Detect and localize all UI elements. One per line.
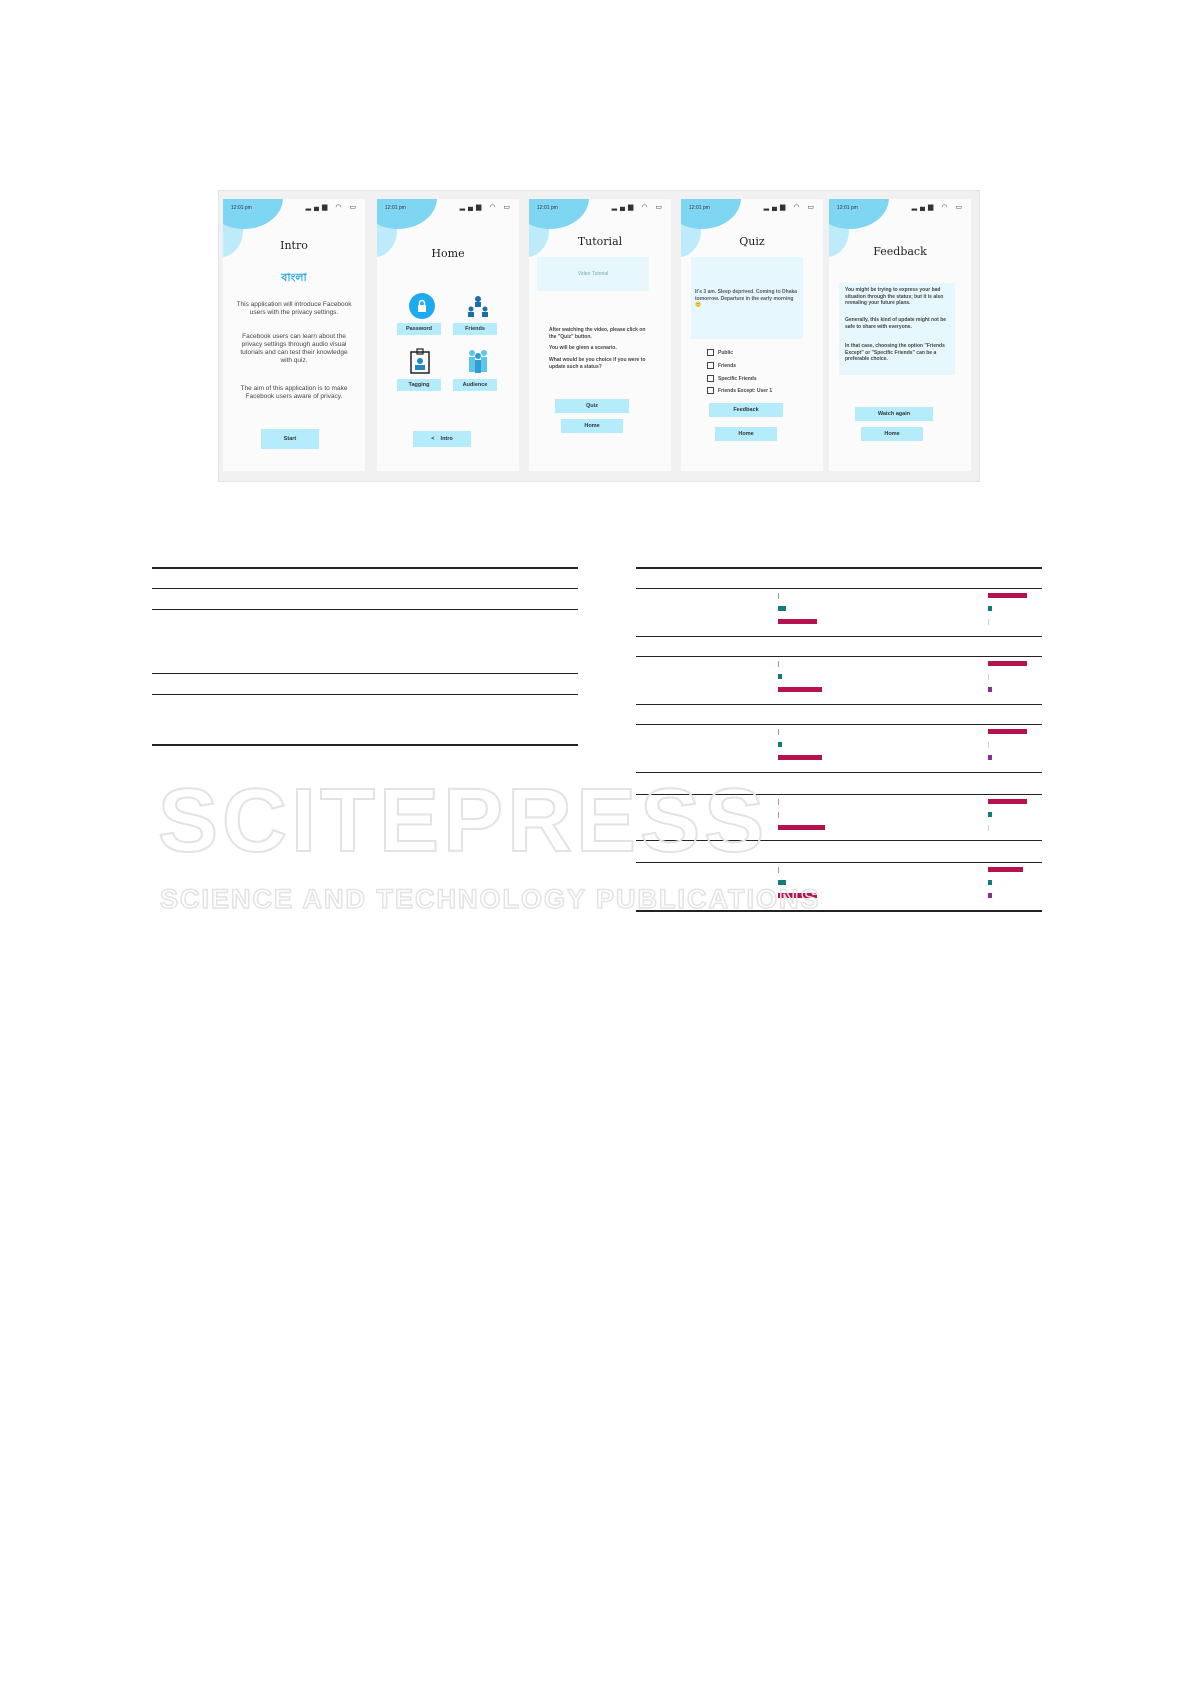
bangla-language-link[interactable]: বাংলা	[281, 271, 307, 284]
screen-title: Feedback	[873, 245, 927, 258]
audience-tile-button[interactable]: Audience	[453, 379, 497, 391]
table-rule	[152, 694, 578, 695]
id-badge-icon	[407, 347, 433, 375]
decorative-blob	[529, 199, 589, 229]
screen-title: Quiz	[739, 235, 765, 248]
bar-right	[988, 687, 992, 692]
bar-left	[778, 674, 782, 679]
status-time: 12:01 pm	[385, 205, 406, 211]
bar-right	[988, 893, 992, 898]
bar-right	[988, 799, 1027, 804]
tagging-tile-button[interactable]: Tagging	[397, 379, 441, 391]
status-icons: ▂▄▆ ◠ ▭	[611, 204, 665, 211]
bar-zero-tick	[988, 619, 989, 625]
screen-title: Home	[431, 247, 465, 260]
home-button[interactable]: Home	[561, 419, 623, 433]
scenario-text: It's 3 am. Sleep deprived. Coming to Dhaka tomorrow. Departure in the early morning 🙂	[695, 289, 798, 308]
bar-zero-tick	[778, 593, 779, 599]
bar-right	[988, 661, 1027, 666]
feedback-text: In that case, choosing the option "Friends Except" or "Specific Friends" can be a preferable choice.	[845, 343, 945, 362]
option-label: Specific Friends	[718, 375, 757, 382]
table-rule	[152, 567, 578, 569]
bar-right	[988, 880, 992, 885]
bar-zero-tick	[988, 825, 989, 831]
tutorial-instruction: After watching the video, please click on the "Quiz" button.	[549, 327, 646, 340]
watermark-title: SCITEPRESS	[158, 771, 769, 871]
bar-zero-tick	[778, 867, 779, 873]
checkbox[interactable]	[707, 375, 714, 382]
checkbox[interactable]	[707, 349, 714, 356]
table-rule	[636, 772, 1042, 773]
bar-zero-tick	[988, 674, 989, 680]
bar-right	[988, 867, 1023, 872]
bar-right	[988, 755, 992, 760]
decorative-blob	[377, 199, 437, 229]
bar-zero-tick	[778, 661, 779, 667]
bar-right	[988, 812, 992, 817]
status-time: 12:01 pm	[689, 205, 710, 211]
screen-title: Tutorial	[577, 235, 623, 248]
bar-left	[778, 893, 817, 898]
tutorial-instruction: What would be you choice if you were to update such a status?	[549, 357, 646, 370]
password-tile-button[interactable]: Password	[397, 323, 441, 335]
decorative-blob	[223, 199, 283, 229]
table-rule	[636, 656, 1042, 657]
intro-paragraph: This application will introduce Facebook users with the privacy settings.	[236, 301, 352, 316]
video-player[interactable]	[537, 257, 649, 291]
bar-left	[778, 880, 786, 885]
table-rule	[152, 588, 578, 589]
quiz-button[interactable]: Quiz	[555, 399, 629, 413]
start-button[interactable]: Start	[261, 429, 319, 449]
option-friends-except[interactable]	[707, 387, 772, 394]
bar-left	[778, 742, 782, 747]
bar-right	[988, 729, 1027, 734]
video-label: Video Tutorial	[577, 271, 609, 277]
checkbox[interactable]	[707, 387, 714, 394]
table-rule	[636, 588, 1042, 589]
status-icons: ▂▄▆ ◠ ▭	[911, 204, 965, 211]
checkbox[interactable]	[707, 362, 714, 369]
bar-zero-tick	[778, 729, 779, 735]
scenario-box	[691, 257, 803, 339]
table-rule	[636, 704, 1042, 705]
people-network-icon	[465, 293, 491, 319]
app-screens-figure	[218, 190, 980, 482]
option-public[interactable]	[707, 349, 733, 356]
table-rule	[152, 673, 578, 674]
table-rule	[636, 567, 1042, 569]
option-specific-friends[interactable]	[707, 375, 757, 382]
status-time: 12:01 pm	[837, 205, 858, 211]
bar-left	[778, 755, 822, 760]
bar-left	[778, 619, 817, 624]
table-rule	[152, 744, 578, 746]
table-rule	[636, 724, 1042, 725]
home-button[interactable]: Home	[861, 427, 923, 441]
tutorial-screen	[529, 199, 671, 471]
bar-right	[988, 606, 992, 611]
option-label: Public	[718, 349, 734, 356]
table-rule	[636, 794, 1042, 795]
status-time: 12:01 pm	[537, 205, 558, 211]
option-label: Friends Except: User 1	[718, 387, 773, 394]
feedback-box	[839, 283, 955, 375]
watch-again-button[interactable]: Watch again	[855, 407, 933, 421]
table-rule	[636, 862, 1042, 863]
bar-zero-tick	[778, 812, 779, 818]
bar-zero-tick	[778, 799, 779, 805]
audience-icon	[463, 347, 493, 375]
feedback-screen	[829, 199, 971, 471]
table-rule	[636, 636, 1042, 637]
back-to-intro-button[interactable]: < Intro	[413, 431, 471, 447]
table-rule	[636, 840, 1042, 841]
lock-icon	[409, 293, 435, 319]
feedback-text: You might be trying to express your bad situation through the status; but it is also revealing your future plans.	[845, 287, 944, 306]
tutorial-instruction: You will be given a scenario.	[549, 345, 617, 351]
table-rule	[636, 910, 1042, 912]
feedback-text: Generally, this kind of update might not be safe to share with everyone.	[845, 317, 947, 330]
bar-left	[778, 825, 825, 830]
option-friends[interactable]	[707, 362, 736, 369]
intro-paragraph: The aim of this application is to make Facebook users aware of privacy.	[240, 385, 348, 400]
bar-zero-tick	[988, 742, 989, 748]
table-rule	[152, 609, 578, 610]
status-icons: ▂▄▆ ◠ ▭	[459, 204, 513, 211]
option-label: Friends	[718, 362, 737, 369]
quiz-screen	[681, 199, 823, 471]
bar-right	[988, 593, 1027, 598]
watermark-subtitle: SCIENCE AND TECHNOLOGY PUBLICATIONS	[160, 884, 821, 914]
screen-title: Intro	[280, 239, 308, 252]
decorative-blob	[681, 199, 741, 229]
intro-paragraph: Facebook users can learn about the privacy settings through audio visual tutorials and can test their knowledge with quiz.	[240, 333, 348, 364]
decorative-blob	[829, 199, 889, 229]
status-time: 12:01 pm	[231, 205, 252, 211]
home-button[interactable]: Home	[715, 427, 777, 441]
friends-tile-button[interactable]: Friends	[453, 323, 497, 335]
status-icons: ▂▄▆ ◠ ▭	[763, 204, 817, 211]
bar-left	[778, 606, 786, 611]
home-screen	[377, 199, 519, 471]
status-icons: ▂▄▆ ◠ ▭	[305, 204, 359, 211]
intro-screen	[223, 199, 365, 471]
bar-left	[778, 687, 822, 692]
feedback-button[interactable]: Feedback	[709, 403, 783, 417]
